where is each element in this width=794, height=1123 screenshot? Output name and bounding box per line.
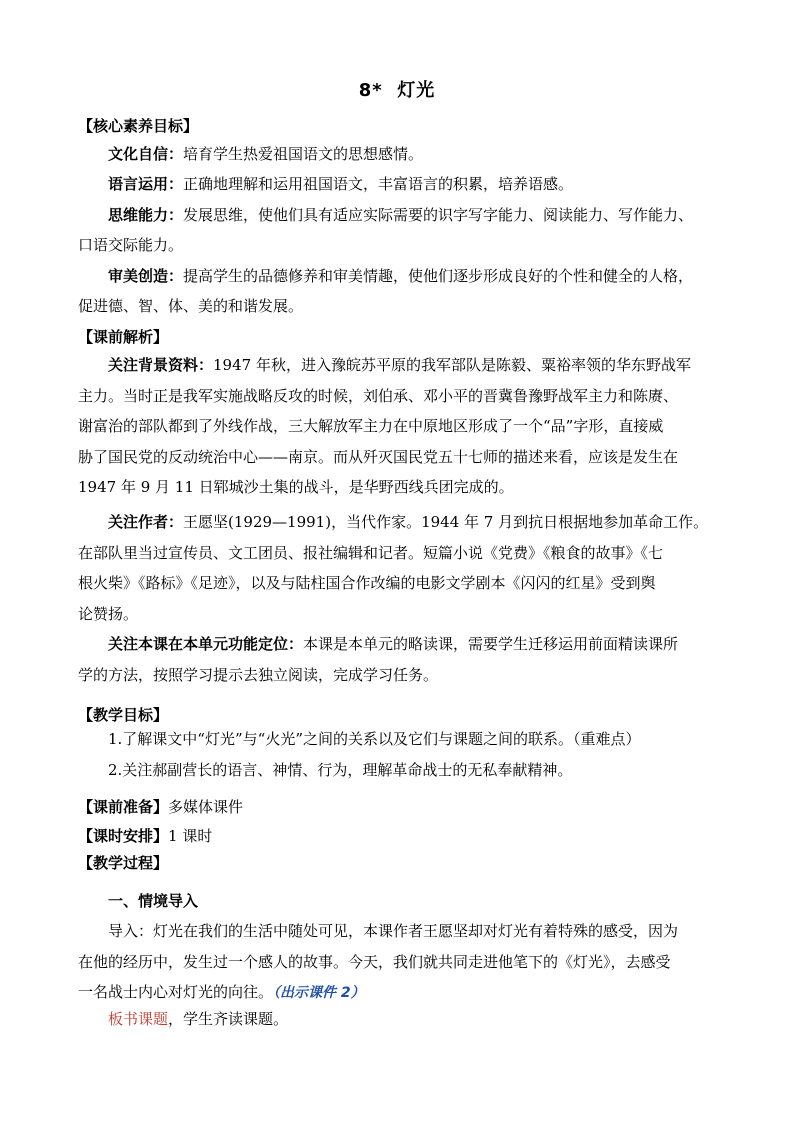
schedule (78, 825, 212, 847)
section-teaching-goals: 【教学目标】 (78, 706, 169, 724)
position-text-2: 学的方法，按照学习提示去独立阅读，完成学习任务。 (78, 666, 439, 684)
board-title-highlight: 板书课题 (108, 1010, 169, 1028)
author-text-3: 根火柴》《路标》《足迹》，以及与陆柱国合作改编的电影文学剧本《闪闪的红星》受到舆 (78, 574, 656, 592)
section-core-goals: 【核心素养目标】 (78, 117, 199, 135)
goal-item-1: 1.了解课文中“灯光”与“火光”之间的关系以及它们与课题之间的联系。（重难点） (108, 730, 641, 748)
thinking-text: 发展思维，使他们具有适应实际需要的识字写字能力、阅读能力、写作能力、 (183, 206, 694, 224)
core-culture (108, 143, 423, 165)
aesthetic-text-cont: 促进德、智、体、美的和谐发展。 (78, 297, 304, 315)
section-process: 【教学过程】 (78, 854, 169, 872)
board-line (108, 1008, 288, 1030)
analysis-background (108, 354, 691, 376)
courseware-note: （出示课件 2） (273, 985, 365, 1001)
culture-label: 文化自信： (108, 145, 184, 163)
section-preparation: 【课前准备】 (78, 798, 169, 816)
author-label: 关注作者： (108, 513, 184, 531)
core-language (108, 173, 573, 195)
preparation-text: 多媒体课件 (168, 798, 244, 816)
intro-text-1: 导入：灯光在我们的生活中随处可见，本课作者王愿坚却对灯光有着特殊的感受，因为 (108, 922, 679, 940)
board-rest: ，学生齐读课题。 (168, 1010, 289, 1028)
background-text-3: 谢富治的部队都到了外线作战，三大解放军主力在中原地区形成了一个“品”字形，直接威 (78, 417, 664, 435)
thinking-label: 思维能力： (108, 206, 184, 224)
intro-text-3 (78, 981, 365, 1004)
goal-item-2: 2.关注郝副营长的语言、神情、行为，理解革命战士的无私奉献精神。 (108, 761, 573, 779)
core-aesthetic (108, 265, 693, 287)
intro-text-2: 在他的经历中，发生过一个感人的故事。今天，我们就共同走进他笔下的《灯光》，去感受 (78, 953, 671, 971)
aesthetic-label: 审美创造： (108, 267, 184, 285)
position-label: 关注本课在本单元功能定位： (108, 635, 304, 653)
section-pre-analysis: 【课前解析】 (78, 328, 169, 346)
step-1-heading: 一、情境导入 (108, 892, 199, 910)
page-title: 8* 灯光 (358, 80, 436, 101)
background-label: 关注背景资料： (108, 356, 214, 374)
background-text-5: 1947 年 9 月 11 日郓城沙土集的战斗，是华野西线兵团完成的。 (78, 478, 514, 496)
core-thinking (108, 204, 693, 226)
analysis-author (108, 511, 708, 533)
intro-text-3-main: 一名战士内心对灯光的向往。 (78, 983, 274, 1001)
language-label: 语言运用： (108, 175, 184, 193)
position-text: 本课是本单元的略读课，需要学生迁移运用前面精读课所 (303, 635, 679, 653)
preparation (78, 796, 243, 818)
author-text-2: 在部队里当过宣传员、文工团员、报社编辑和记者。短篇小说《党费》《粮食的故事》《七 (78, 544, 664, 562)
background-text-2: 主力。当时正是我军实施战略反攻的时候，刘伯承、邓小平的晋冀鲁豫野战军主力和陈赓、 (78, 387, 679, 405)
culture-text: 培育学生热爱祖国语文的思想感情。 (183, 145, 424, 163)
author-text-4: 论赞扬。 (78, 605, 139, 623)
schedule-text: 1 课时 (168, 827, 213, 845)
language-text: 正确地理解和运用祖国语文，丰富语言的积累，培养语感。 (183, 175, 574, 193)
background-text: 1947 年秋，进入豫皖苏平原的我军部队是陈毅、粟裕率领的华东野战军 (213, 356, 691, 374)
thinking-text-cont: 口语交际能力。 (78, 236, 184, 254)
background-text-4: 胁了国民党的反动统治中心——南京。而从歼灭国民党五十七师的描述来看，应该是发生在 (78, 448, 679, 466)
analysis-position (108, 633, 678, 655)
author-text: 王愿坚(1929—1991)，当代作家。1944 年 7 月到抗日根据地参加革命工作。 (183, 513, 709, 531)
section-schedule: 【课时安排】 (78, 827, 169, 845)
aesthetic-text: 提高学生的品德修养和审美情趣，使他们逐步形成良好的个性和健全的人格， (183, 267, 694, 285)
